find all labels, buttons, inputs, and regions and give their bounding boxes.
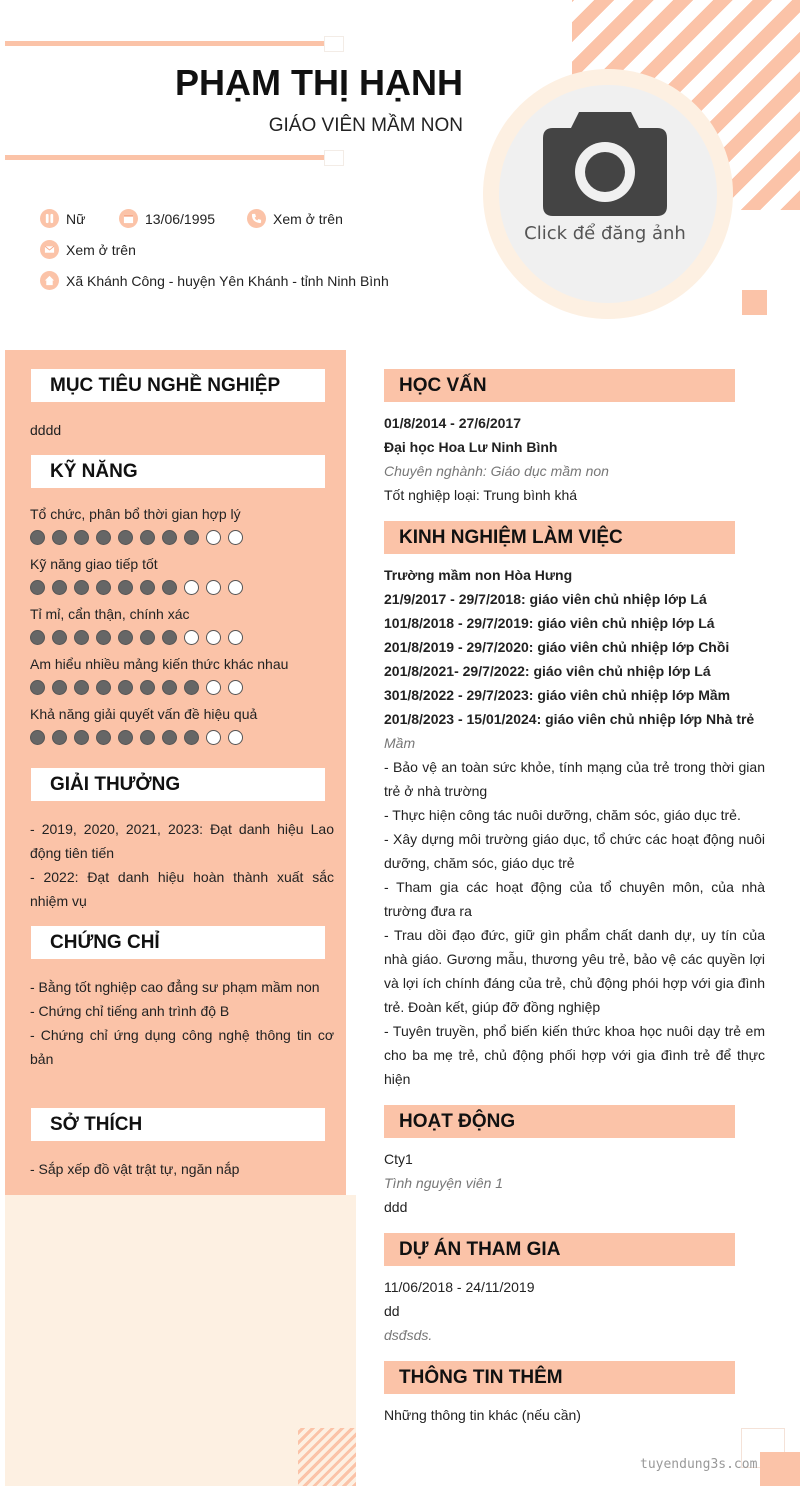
project-desc: dsđsds.: [384, 1327, 433, 1343]
divider-end: [324, 36, 344, 52]
contact-email: [40, 240, 136, 259]
activity-role: Tình nguyện viên 1: [384, 1175, 504, 1191]
activities-heading: HOẠT ĐỘNG: [384, 1105, 735, 1138]
address-value: Xã Khánh Công - huyện Yên Khánh - tỉnh Ninh Bình: [66, 272, 389, 289]
rating-dot-filled: [118, 580, 133, 595]
experience-position: Mầm: [384, 735, 416, 751]
education-school: Đại học Hoa Lư Ninh Bình: [384, 439, 558, 455]
rating-dot-empty: [206, 530, 221, 545]
projects-heading: DỰ ÁN THAM GIA: [384, 1233, 735, 1266]
skill-rating: [30, 730, 243, 745]
rating-dot-empty: [184, 580, 199, 595]
rating-dot-filled: [74, 530, 89, 545]
experience-role: 101/8/2018 - 29/7/2019: giáo viên chủ nhiệp lớp Lá: [384, 615, 715, 631]
rating-dot-filled: [96, 630, 111, 645]
experience-duty: - Bảo vệ an toàn sức khỏe, tính mạng của trẻ trong thời gian trẻ ở nhà trường: [384, 759, 765, 799]
decorative-stripes: [298, 1428, 356, 1486]
experience-role: 201/8/2021- 29/7/2022: giáo viên chủ nhiệp lớp Lá: [384, 663, 711, 679]
project-name: dd: [384, 1303, 400, 1319]
rating-dot-filled: [140, 680, 155, 695]
job-title: GIÁO VIÊN MẦM NON: [268, 115, 463, 136]
phone-value[interactable]: Xem ở trên: [273, 210, 343, 227]
rating-dot-empty: [184, 630, 199, 645]
rating-dot-empty: [206, 730, 221, 745]
watermark: tuyendung3s.com: [640, 1457, 758, 1472]
objective-text: dddd: [30, 422, 62, 438]
email-icon: [40, 240, 59, 259]
contact-birthday: [119, 209, 215, 228]
rating-dot-filled: [74, 730, 89, 745]
rating-dot-filled: [52, 730, 67, 745]
birthday-value: 13/06/1995: [145, 210, 216, 227]
experience-duty: - Xây dựng môi trường giáo dục, tổ chức các hoạt động nuôi dưỡng, chăm sóc, giáo dục trẻ: [384, 831, 765, 871]
education-heading: HỌC VẤN: [384, 369, 735, 402]
rating-dot-filled: [96, 530, 111, 545]
photo-upload-label[interactable]: Click để đăng ảnh: [524, 223, 686, 244]
extra-info-text: Những thông tin khác (nếu cần): [384, 1407, 581, 1423]
experience-duty: - Trau dồi đạo đức, giữ gìn phẩm chất danh dự, uy tín của nhà giáo. Gương mẫu, thương yêu trẻ, bảo vệ các quyền lợi và lợi ích chính đáng của trẻ, chủ động phói hợp với gia đình trẻ. Đoàn kết, giúp đỡ đồng nghiệp: [384, 927, 765, 1015]
contact-gender: [40, 209, 85, 228]
rating-dot-filled: [184, 680, 199, 695]
rating-dot-filled: [30, 530, 45, 545]
rating-dot-filled: [140, 630, 155, 645]
certificates-heading: CHỨNG CHỈ: [31, 926, 325, 959]
decorative-square: [742, 290, 767, 315]
camera-icon[interactable]: [541, 108, 669, 216]
gender-value: Nữ: [66, 210, 86, 227]
experience-role: 201/8/2023 - 15/01/2024: giáo viên chủ nhiệp lớp Nhà trẻ: [384, 711, 755, 727]
rating-dot-filled: [140, 730, 155, 745]
skill-rating: [30, 530, 243, 545]
rating-dot-empty: [228, 630, 243, 645]
project-period: 11/06/2018 - 24/11/2019: [384, 1279, 535, 1295]
rating-dot-filled: [118, 530, 133, 545]
rating-dot-empty: [228, 530, 243, 545]
education-grade: Tốt nghiệp loại: Trung bình khá: [384, 487, 578, 503]
home-icon: [40, 271, 59, 290]
skill-rating: [30, 680, 243, 695]
activity-desc: ddd: [384, 1199, 408, 1215]
email-value[interactable]: Xem ở trên: [66, 241, 136, 258]
rating-dot-filled: [162, 680, 177, 695]
rating-dot-filled: [162, 530, 177, 545]
skill-name: Tỉ mỉ, cẩn thận, chính xác: [30, 606, 190, 622]
decorative-box: [760, 1452, 800, 1486]
rating-dot-filled: [30, 630, 45, 645]
rating-dot-filled: [74, 580, 89, 595]
skill-name: Am hiểu nhiều mảng kiến thức khác nhau: [30, 656, 289, 672]
rating-dot-filled: [52, 630, 67, 645]
certificate-item: - Bằng tốt nghiệp cao đẳng sư phạm mầm non: [30, 979, 320, 995]
rating-dot-filled: [96, 580, 111, 595]
experience-duty: - Thực hiện công tác nuôi dưỡng, chăm sóc, giáo dục trẻ.: [384, 807, 741, 823]
objective-heading: MỤC TIÊU NGHỀ NGHIỆP: [31, 369, 325, 402]
experience-heading: KINH NGHIỆM LÀM VIỆC: [384, 521, 735, 554]
certificate-item: - Chứng chỉ ứng dụng công nghệ thông tin cơ bản: [30, 1027, 334, 1067]
contact-address: [40, 271, 389, 290]
skill-rating: [30, 580, 243, 595]
gender-icon: [40, 209, 59, 228]
skill-rating: [30, 630, 243, 645]
rating-dot-empty: [206, 630, 221, 645]
contact-phone: [247, 209, 343, 228]
certificate-item: - Chứng chỉ tiếng anh trình độ B: [30, 1003, 230, 1019]
divider-line: [5, 41, 330, 46]
rating-dot-filled: [52, 580, 67, 595]
extra-info-heading: THÔNG TIN THÊM: [384, 1361, 735, 1394]
award-item: - 2022: Đạt danh hiệu hoàn thành xuất sắc nhiệm vụ: [30, 869, 334, 909]
education-major: Chuyên nghành: Giáo dục mầm non: [384, 463, 609, 479]
rating-dot-filled: [52, 530, 67, 545]
rating-dot-filled: [162, 580, 177, 595]
rating-dot-filled: [118, 680, 133, 695]
hobby-item: - Sắp xếp đồ vật trật tự, ngăn nắp: [30, 1161, 240, 1177]
activity-org: Cty1: [384, 1151, 413, 1167]
phone-icon: [247, 209, 266, 228]
rating-dot-filled: [162, 630, 177, 645]
education-period: 01/8/2014 - 27/6/2017: [384, 415, 522, 431]
experience-company: Trường mầm non Hòa Hưng: [384, 567, 573, 583]
rating-dot-filled: [184, 530, 199, 545]
skill-name: Tổ chức, phân bổ thời gian hợp lý: [30, 506, 241, 522]
candidate-name: PHẠM THỊ HẠNH: [175, 62, 463, 103]
rating-dot-empty: [228, 730, 243, 745]
rating-dot-filled: [118, 630, 133, 645]
skill-name: Khả năng giải quyết vấn đề hiệu quả: [30, 706, 258, 722]
rating-dot-filled: [140, 530, 155, 545]
rating-dot-empty: [206, 680, 221, 695]
experience-duty: - Tham gia các hoạt động của tổ chuyên môn, của nhà trường đưa ra: [384, 879, 765, 919]
rating-dot-filled: [52, 680, 67, 695]
rating-dot-filled: [184, 730, 199, 745]
awards-heading: GIẢI THƯỞNG: [31, 768, 325, 801]
calendar-icon: [119, 209, 138, 228]
experience-duty: - Tuyên truyền, phổ biến kiến thức khoa học nuôi dạy trẻ em cho ba mẹ trẻ, chủ động phối hợp với gia đình trẻ để thực hiện: [384, 1023, 765, 1087]
rating-dot-filled: [30, 730, 45, 745]
award-item: - 2019, 2020, 2021, 2023: Đạt danh hiệu Lao động tiên tiến: [30, 821, 334, 861]
skills-heading: KỸ NĂNG: [31, 455, 325, 488]
rating-dot-filled: [96, 730, 111, 745]
experience-role: 201/8/2019 - 29/7/2020: giáo viên chủ nhiệp lớp Chồi: [384, 639, 730, 655]
rating-dot-filled: [118, 730, 133, 745]
rating-dot-filled: [162, 730, 177, 745]
hobbies-heading: SỞ THÍCH: [31, 1108, 325, 1141]
divider-end: [324, 150, 344, 166]
experience-role: 21/9/2017 - 29/7/2018: giáo viên chủ nhiệp lớp Lá: [384, 591, 707, 607]
rating-dot-filled: [140, 580, 155, 595]
rating-dot-filled: [74, 680, 89, 695]
rating-dot-filled: [96, 680, 111, 695]
rating-dot-filled: [30, 680, 45, 695]
rating-dot-filled: [74, 630, 89, 645]
rating-dot-empty: [228, 580, 243, 595]
rating-dot-filled: [30, 580, 45, 595]
experience-role: 301/8/2022 - 29/7/2023: giáo viên chủ nhiệp lớp Mầm: [384, 687, 731, 703]
skill-name: Kỹ năng giao tiếp tốt: [30, 556, 158, 572]
rating-dot-empty: [206, 580, 221, 595]
rating-dot-empty: [228, 680, 243, 695]
divider-line: [5, 155, 330, 160]
